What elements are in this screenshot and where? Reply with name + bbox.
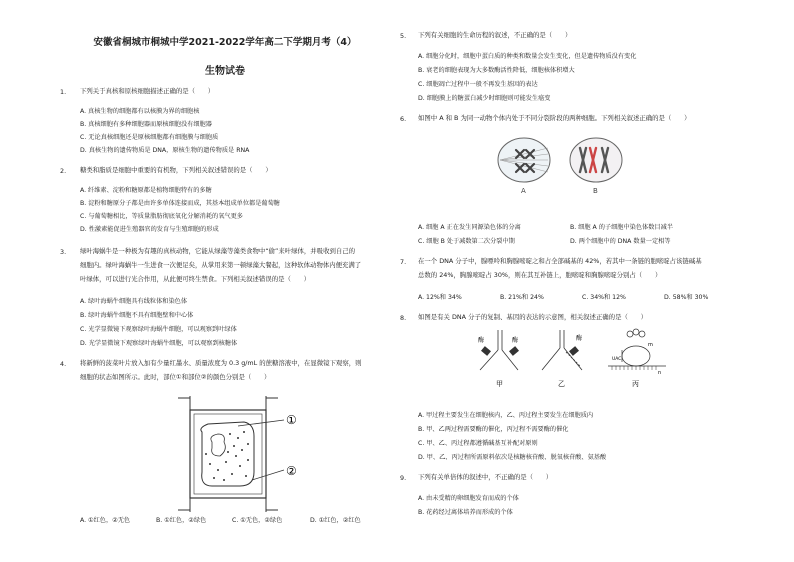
meiosis-cells-figure: [492, 130, 632, 196]
option-c: C. 细胞凋亡过程中一般不再发生基因的表达: [418, 81, 538, 88]
option-b: B. 衰老的细胞表现为大多数酶活性降低，细胞核体积增大: [418, 67, 575, 74]
question-number: 8.: [400, 314, 407, 322]
question-stem: 下列有关细胞的生命历程的叙述，不正确的是（ ）: [418, 31, 572, 39]
option-c: C. 光学显微镜下观察绿叶海蜗牛细胞，可以观察到叶绿体: [80, 326, 237, 333]
figure-label-a: A: [521, 187, 526, 195]
option-b: B. 细胞 A 的子细胞中染色体数目减半: [570, 224, 673, 231]
option-a: A. 细胞分化时，细胞中蛋白质的种类和数量会发生变化，但是遗传物质没有变化: [418, 53, 637, 60]
option-d: D. 甲、乙、丙过程所需原料依次是核糖核苷酸、脱氧核苷酸、氨基酸: [418, 454, 607, 461]
n-label: n: [658, 370, 662, 376]
question-stem: 下列有关单倍体的叙述中，不正确的是（ ）: [418, 473, 553, 481]
option-d: D. 性激素能促进生殖器官的发育与生殖细胞的形成: [80, 226, 219, 233]
figure-label-b: B: [593, 187, 598, 195]
option-d: D. ①红色，②红色: [310, 517, 361, 524]
option-d: D. 细胞膜上的糖蛋白减少时细胞则可能发生癌变: [418, 95, 551, 102]
enzyme-label: 酶: [512, 337, 519, 344]
question-stem-line: 在一个 DNA 分子中，腺嘌呤和胸腺嘧啶之和占全部碱基的 42%，若其中一条链的胞嘧啶占该链碱基: [418, 257, 702, 265]
option-b: B. 21%和 24%: [500, 294, 544, 301]
option-b: B. 花药经过离体培养而形成的个体: [418, 509, 513, 516]
question-number: 6.: [400, 115, 407, 123]
enzyme-label: 酶: [478, 337, 485, 344]
option-a: A. 甲过程主要发生在细胞核内，乙、丙过程主要发生在细胞质内: [418, 412, 594, 419]
question-stem-line: 细胞内。绿叶海蜗牛一生进食一次便足矣，从掌用来第一顿绿藻大餐起，这种软体动物体内便充满了: [80, 261, 362, 269]
option-c: C. 34%和 12%: [582, 294, 626, 301]
option-d: D. 真核生物的遗传物质是 DNA，原核生物的遗传物质是 RNA: [80, 147, 250, 154]
question-stem-line: 叶绿体，可以进行光合作用，从此便可终生禁食。下列相关叙述错误的是（ ）: [80, 275, 311, 283]
figure-label-bing: 丙: [632, 380, 639, 388]
option-c: C. ①无色，②绿色: [232, 517, 283, 524]
question-number: 1.: [60, 88, 67, 96]
question-stem: 下列关于真核和原核细胞描述正确的是（ ）: [80, 87, 215, 95]
option-c: C. 与葡萄糖相比，等质量脂肪彻底氧化分解消耗的氧气更多: [80, 213, 243, 220]
question-number: 7.: [400, 258, 407, 266]
option-a: A. 12%和 34%: [418, 294, 462, 301]
figure-label-1: ①: [286, 413, 297, 427]
question-stem-line: 总数的 24%，胸腺嘧啶占 30%，则在其互补链上，胞嘧啶和胸腺嘧啶分别占（ ）: [418, 271, 662, 279]
question-number: 3.: [60, 248, 67, 256]
figure-label-jia: 甲: [496, 380, 503, 388]
dna-replication-expression-figure: [472, 326, 668, 390]
option-d: D. 58%和 30%: [664, 294, 709, 301]
figure-label-yi: 乙: [558, 380, 565, 388]
option-b: B. 淀粉和糖原分子都是由许多单体连接而成，其基本组成单位都是葡萄糖: [80, 200, 280, 207]
option-a: A. 由未受精的卵细胞发育而成的个体: [418, 495, 519, 502]
question-stem: 如图中 A 和 B 为同一动物个体内处于不同分裂阶段的两种细胞。下列相关叙述正确的是（ ）: [418, 114, 691, 122]
option-a: A. 绿叶海蜗牛细胞具有线粒体和染色体: [80, 298, 188, 305]
question-stem-line: 绿叶海蜗牛是一种极为有趣的真核动物，它能从绿藻等藻类食物中“偷”来叶绿体，并吸收到自己的: [80, 247, 356, 255]
question-number: 5.: [400, 32, 407, 40]
option-c: C. 无论真核细胞还是原核细胞都有细胞膜与细胞质: [80, 134, 219, 141]
option-d: D. 光学显微镜下观察绿叶海蜗牛细胞，可以观察到核糖体: [80, 340, 238, 347]
option-a: A. ①红色，②无色: [80, 517, 131, 524]
question-number: 4.: [60, 360, 67, 368]
option-d: D. 两个细胞中的 DNA 数量一定相等: [570, 238, 671, 245]
page-title: 安徽省桐城市桐城中学2021-2022学年高二下学期月考（4）: [93, 37, 357, 48]
uac-label: UAC: [612, 357, 622, 362]
option-a: A. 纤维素、淀粉和糖原都是植物细胞特有的多糖: [80, 187, 212, 194]
enzyme-label: 酶: [576, 335, 583, 342]
question-stem-line: 将新鲜的菠菜叶片放入加有少量红墨水、质量浓度为 0.3 g/mL 的蔗糖溶液中，在显微镜下观察，则: [80, 359, 362, 367]
option-b: B. 真核细胞有多种细胞器而原核细胞没有细胞器: [80, 121, 212, 128]
option-a: A. 真核生物的细胞都有以核膜为界的细胞核: [80, 108, 200, 115]
question-stem: 糖类和脂质是细胞中重要的有机物，下列相关叙述错误的是（ ）: [80, 166, 272, 174]
question-stem-line: 细胞的状态如图所示。此时，部位①和部位②的颜色分别是（ ）: [80, 373, 271, 381]
plant-cell-figure: [168, 390, 318, 518]
option-b: B. 绿叶海蜗牛细胞不具有细胞壁和中心体: [80, 312, 194, 319]
question-number: 2.: [60, 167, 67, 175]
option-c: C. 甲、乙、丙过程都遵循碱基互补配对原则: [418, 440, 538, 447]
m-label: m: [648, 342, 653, 348]
figure-label-2: ②: [286, 464, 297, 478]
option-c: C. 细胞 B 处于减数第二次分裂中期: [418, 238, 515, 245]
question-number: 9.: [400, 474, 407, 482]
question-stem: 如图是有关 DNA 分子的复制、基因的表达的示意图，相关叙述正确的是（ ）: [418, 313, 648, 321]
option-a: A. 细胞 A 正在发生同源染色体的分离: [418, 224, 521, 231]
page-subtitle: 生物试卷: [205, 66, 245, 77]
option-b: B. ①红色，②绿色: [156, 517, 207, 524]
option-b: B. 甲、乙两过程需要酶的催化，丙过程不需要酶的催化: [418, 426, 569, 433]
